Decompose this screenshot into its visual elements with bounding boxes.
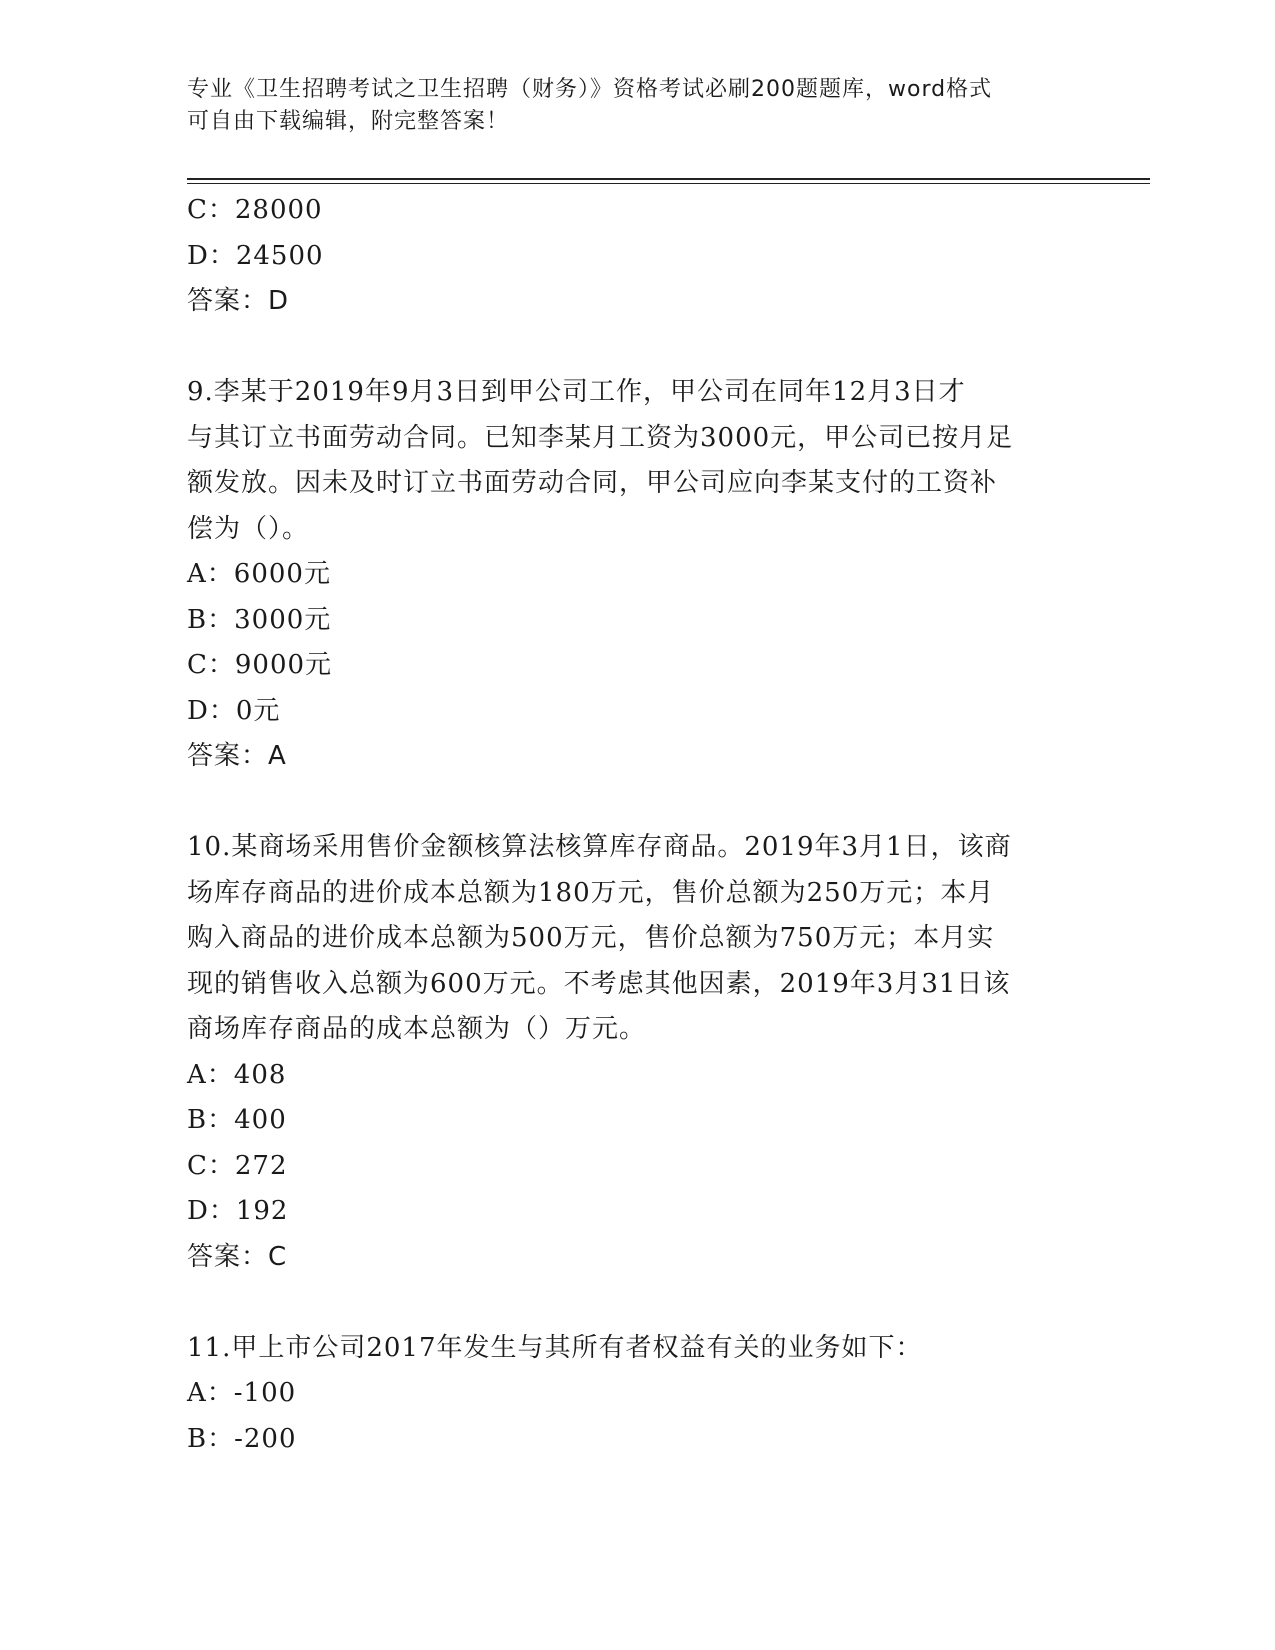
header-divider-thick — [187, 178, 1150, 180]
q9-stem-line-1: 9.李某于2019年9月3日到甲公司工作，甲公司在同年12月3日才 — [187, 377, 966, 407]
header-title-line-1: 专业《卫生招聘考试之卫生招聘（财务）》资格考试必刷200题题库，word格式 — [187, 77, 993, 102]
spacer — [187, 325, 1087, 371]
q9-option-b: B：3000元 — [187, 604, 332, 635]
q8-option-c: C：28000 — [187, 195, 323, 225]
q11-option-a: A：-100 — [187, 1378, 297, 1408]
q11-stem-line-1: 11.甲上市公司2017年发生与其所有者权益有关的业务如下： — [187, 1332, 923, 1363]
question-11 — [187, 1326, 1087, 1463]
q9-option-a: A：6000元 — [187, 559, 331, 589]
q10-stem-line-1: 10.某商场采用售价金额核算法核算库存商品。2019年3月1日，该商 — [187, 832, 1012, 862]
q9-stem-line-3: 额发放。因未及时订立书面劳动合同，甲公司应向李某支付的工资补 — [187, 468, 998, 498]
q9-stem-line-2: 与其订立书面劳动合同。已知李某月工资为3000元，甲公司已按月足 — [187, 422, 1014, 453]
q10-option-c: C：272 — [187, 1150, 288, 1181]
document-header — [187, 74, 1087, 138]
question-9 — [187, 370, 1087, 780]
q9-answer: 答案：A — [187, 741, 287, 771]
question-content — [187, 188, 1087, 1462]
q11-option-b: B：-200 — [187, 1423, 297, 1454]
q10-option-a: A：408 — [187, 1059, 287, 1090]
q9-option-c: C：9000元 — [187, 650, 333, 680]
q10-stem-line-5: 商场库存商品的成本总额为（）万元。 — [187, 1014, 647, 1044]
q10-answer: 答案：C — [187, 1241, 288, 1272]
q9-stem-line-4: 偿为（）。 — [187, 513, 310, 544]
q10-stem-line-3: 购入商品的进价成本总额为500万元，售价总额为750万元；本月实 — [187, 923, 995, 953]
q10-stem-line-4: 现的销售收入总额为600万元。不考虑其他因素，2019年3月31日该 — [187, 968, 1011, 999]
q10-option-d: D：192 — [187, 1196, 289, 1226]
header-divider-thin — [187, 183, 1150, 184]
q10-option-b: B：400 — [187, 1105, 287, 1135]
q8-option-d: D：24500 — [187, 240, 324, 271]
spacer — [187, 1280, 1087, 1326]
question-8-tail — [187, 188, 1087, 325]
q8-answer: 答案：D — [187, 286, 290, 316]
q9-option-d: D：0元 — [187, 695, 281, 726]
question-10 — [187, 825, 1087, 1280]
spacer — [187, 780, 1087, 826]
q10-stem-line-2: 场库存商品的进价成本总额为180万元，售价总额为250万元；本月 — [187, 877, 995, 908]
header-title-line-2: 可自由下载编辑，附完整答案！ — [187, 109, 510, 134]
